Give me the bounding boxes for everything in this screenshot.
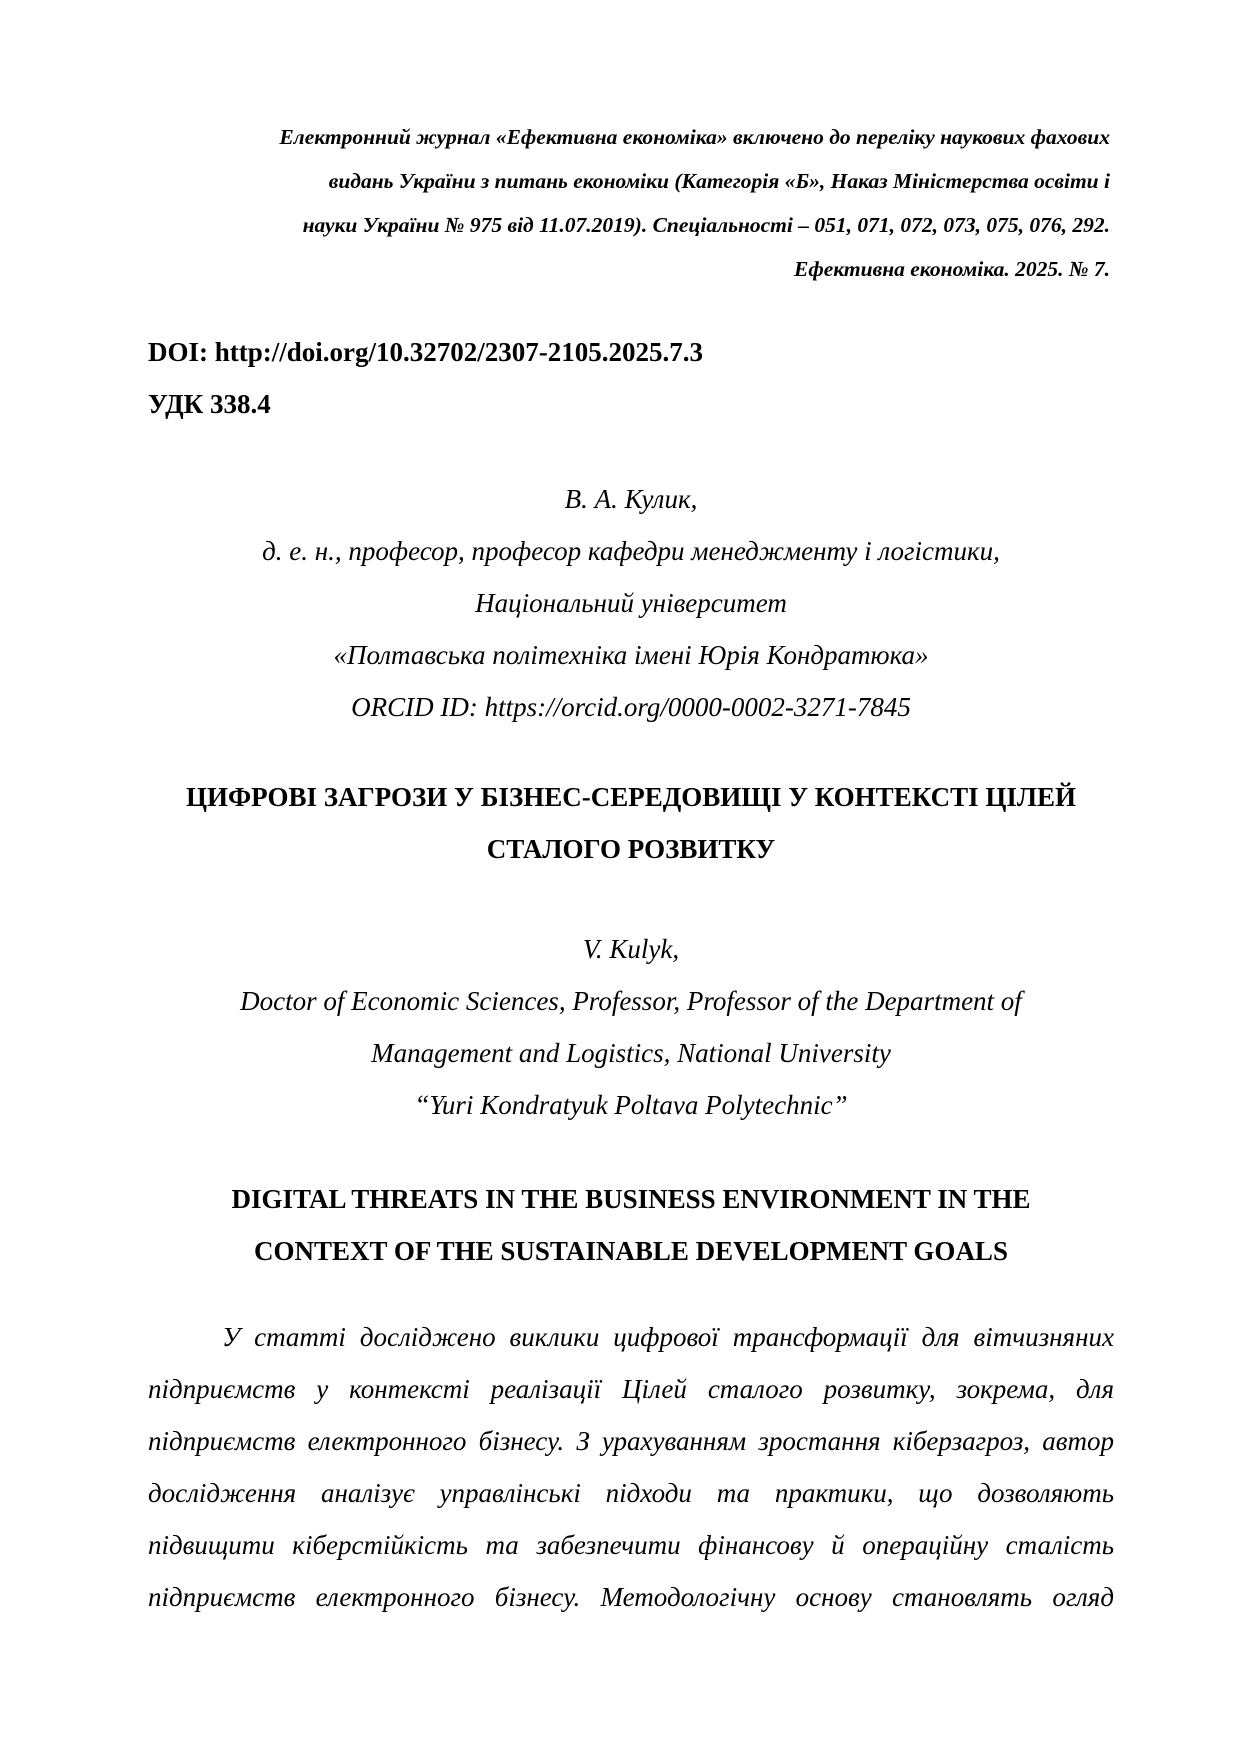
abstract-line: підприємств у контексті реалізації Цілей сталого розвитку, зокрема, для	[148, 1374, 1114, 1404]
journal-header	[140, 115, 1110, 291]
author-name-ua: В. А. Кулик,	[564, 484, 698, 514]
abstract-line: підприємств електронного бізнесу. З урахуванням зростання кіберзагроз, автор	[148, 1426, 1114, 1456]
doi-link[interactable]: DOI: http://doi.org/10.32702/2307-2105.2025.7.3	[148, 337, 704, 367]
article-title-ua	[140, 771, 1122, 875]
abstract-line: У статті досліджено виклики цифрової трансформації для вітчизняних	[222, 1322, 1114, 1352]
author-affiliation-ua: «Полтавська політехніка імені Юрія Кондратюка»	[333, 640, 929, 670]
article-identifiers	[148, 326, 703, 430]
abstract-paragraph	[148, 1311, 1114, 1623]
abstract-line: підприємств електронного бізнесу. Методологічну основу становлять огляд	[148, 1582, 1114, 1612]
author-position-ua: д. е. н., професор, професор кафедри менеджменту і логістики,	[262, 536, 1000, 566]
journal-header-line: Електронний журнал «Ефективна економіка» включено до переліку наукових фахових	[279, 125, 1110, 149]
journal-header-line: науки України № 975 від 11.07.2019). Спеціальності – 051, 071, 072, 073, 075, 076, 292.	[302, 213, 1110, 237]
abstract-line: підвищити кіберстійкість та забезпечити фінансову й операційну сталість	[148, 1530, 1114, 1560]
article-title-en-line: CONTEXT OF THE SUSTAINABLE DEVELOPMENT GOALS	[254, 1236, 1008, 1266]
article-title-en	[140, 1173, 1122, 1277]
author-position-en: Doctor of Economic Sciences, Professor, Professor of the Department of	[240, 986, 1022, 1016]
journal-header-line: видань України з питань економіки (Категорія «Б», Наказ Міністерства освіти і	[328, 169, 1110, 193]
author-affiliation-ua: Національний університет	[475, 588, 787, 618]
journal-citation: Ефективна економіка. 2025. № 7.	[794, 257, 1110, 281]
abstract-line: дослідження аналізує управлінські підходи та практики, що дозволяють	[148, 1478, 1114, 1508]
article-title-ua-line: ЦИФРОВІ ЗАГРОЗИ У БІЗНЕС-СЕРЕДОВИЩІ У КОНТЕКСТІ ЦІЛЕЙ	[185, 782, 1077, 812]
author-affiliation-en: “Yuri Kondratyuk Poltava Polytechnic”	[414, 1090, 848, 1120]
article-title-ua-line: СТАЛОГО РОЗВИТКУ	[486, 834, 776, 864]
author-name-en: V. Kulyk,	[582, 934, 680, 964]
udc-code: УДК 338.4	[148, 389, 271, 419]
author-affiliation-en: Management and Logistics, National University	[371, 1038, 891, 1068]
author-info-ua	[140, 473, 1122, 733]
author-orcid[interactable]: ORCID ID: https://orcid.org/0000-0002-3271-7845	[351, 692, 911, 722]
article-title-en-line: DIGITAL THREATS IN THE BUSINESS ENVIRONMENT IN THE	[231, 1184, 1031, 1214]
author-info-en	[140, 923, 1122, 1131]
